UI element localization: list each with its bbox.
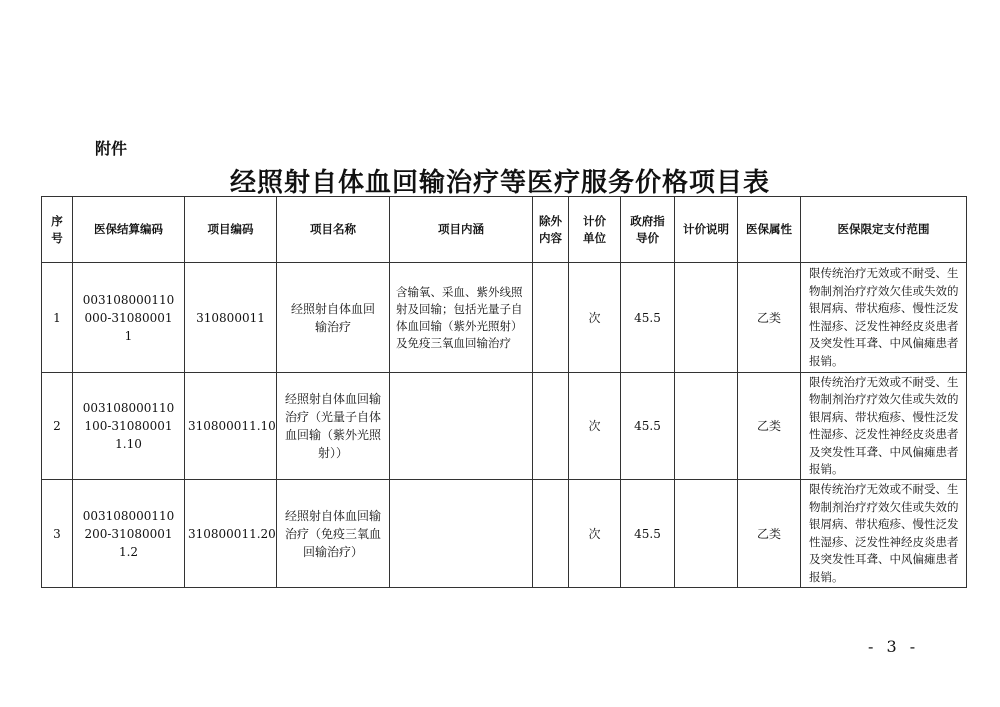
- cell-item-name: 经照射自体血回输治疗（免疫三氧血回输治疗）: [277, 480, 390, 588]
- cell-pricing-note: [675, 373, 738, 480]
- header-item-name: 项目名称: [277, 197, 390, 263]
- header-exclusions: 除外内容: [533, 197, 569, 263]
- cell-content: [390, 373, 533, 480]
- cell-seq: 1: [42, 263, 73, 373]
- header-insurance-code: 医保结算编码: [73, 197, 185, 263]
- cell-price: 45.5: [621, 480, 675, 588]
- cell-exclusions: [533, 480, 569, 588]
- table-row: [42, 373, 967, 480]
- cell-unit: 次: [569, 480, 621, 588]
- cell-price: 45.5: [621, 263, 675, 373]
- header-payment-scope: 医保限定支付范围: [801, 197, 967, 263]
- table-header-row: [42, 197, 967, 263]
- cell-pricing-note: [675, 480, 738, 588]
- cell-item-code: 310800011: [185, 263, 277, 373]
- cell-pricing-note: [675, 263, 738, 373]
- cell-item-code: 310800011.20: [185, 480, 277, 588]
- header-unit: 计价单位: [569, 197, 621, 263]
- cell-content: [390, 480, 533, 588]
- page-number: - 3 -: [868, 637, 920, 656]
- cell-item-name: 经照射自体血回输治疗（光量子自体血回输（紫外光照射））: [277, 373, 390, 480]
- document-title: 经照射自体血回输治疗等医疗服务价格项目表: [229, 168, 770, 198]
- table-row: [42, 263, 967, 373]
- header-pricing-note: 计价说明: [675, 197, 738, 263]
- header-insurance-class: 医保属性: [738, 197, 801, 263]
- cell-unit: 次: [569, 373, 621, 480]
- cell-insurance-class: 乙类: [738, 263, 801, 373]
- cell-insurance-code: 003108000110000-310800011: [73, 263, 185, 373]
- cell-payment-scope: 限传统治疗无效或不耐受、生物制剂治疗疗效欠佳或失效的银屑病、带状疱疹、慢性泛发性湿疹、泛发性神经皮炎患者及突发性耳聋、中风偏瘫患者报销。: [801, 373, 967, 480]
- cell-insurance-code: 003108000110100-310800011.10: [73, 373, 185, 480]
- cell-price: 45.5: [621, 373, 675, 480]
- cell-seq: 2: [42, 373, 73, 480]
- cell-payment-scope: 限传统治疗无效或不耐受、生物制剂治疗疗效欠佳或失效的银屑病、带状疱疹、慢性泛发性湿疹、泛发性神经皮炎患者及突发性耳聋、中风偏瘫患者报销。: [801, 480, 967, 588]
- cell-exclusions: [533, 373, 569, 480]
- cell-unit: 次: [569, 263, 621, 373]
- cell-insurance-class: 乙类: [738, 373, 801, 480]
- cell-seq: 3: [42, 480, 73, 588]
- cell-content: 含输氧、采血、紫外线照射及回输；包括光量子自体血回输（紫外光照射）及免疫三氧血回输治疗: [390, 263, 533, 373]
- attachment-label: 附件: [95, 139, 128, 158]
- cell-exclusions: [533, 263, 569, 373]
- header-price: 政府指导价: [621, 197, 675, 263]
- cell-payment-scope: 限传统治疗无效或不耐受、生物制剂治疗疗效欠佳或失效的银屑病、带状疱疹、慢性泛发性湿疹、泛发性神经皮炎患者及突发性耳聋、中风偏瘫患者报销。: [801, 263, 967, 373]
- header-item-code: 项目编码: [185, 197, 277, 263]
- price-table: [41, 196, 967, 588]
- cell-insurance-class: 乙类: [738, 480, 801, 588]
- table-row: [42, 480, 967, 588]
- cell-insurance-code: 003108000110200-310800011.2: [73, 480, 185, 588]
- header-content: 项目内涵: [390, 197, 533, 263]
- header-seq: 序号: [42, 197, 73, 263]
- cell-item-code: 310800011.10: [185, 373, 277, 480]
- cell-item-name: 经照射自体血回输治疗: [277, 263, 390, 373]
